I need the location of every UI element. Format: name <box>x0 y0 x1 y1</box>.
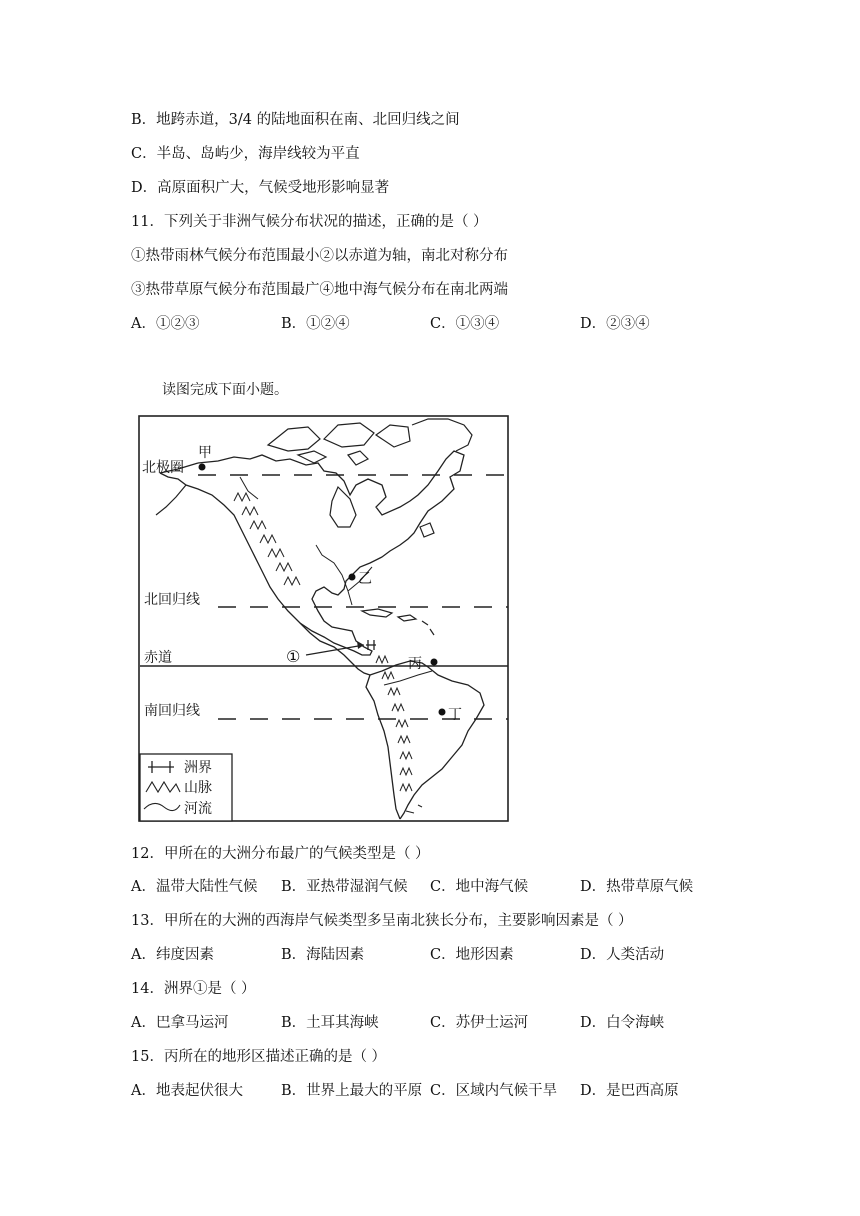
question-12-option-d: D．热带草原气候 <box>580 879 694 895</box>
question-15-stem: 15．丙所在的地形区描述正确的是（ ） <box>131 1049 387 1065</box>
tropic-of-cancer-label: 北回归线 <box>144 592 200 608</box>
question-12-stem: 12．甲所在的大洲分布最广的气候类型是（ ） <box>131 846 430 862</box>
question-11-statement-2: ③热带草原气候分布范围最广④地中海气候分布在南北两端 <box>131 282 508 298</box>
legend-mountain-label: 山脉 <box>184 780 212 796</box>
point-bing-label: 丙 <box>408 656 422 672</box>
option-b-prev: B．地跨赤道，3/4 的陆地面积在南、北回归线之间 <box>131 112 460 128</box>
question-12-option-c: C．地中海气候 <box>430 879 529 895</box>
americas-map <box>138 415 510 823</box>
question-14-option-a: A．巴拿马运河 <box>131 1015 229 1031</box>
question-13-stem: 13．甲所在的大洲的西海岸气候类型多呈南北狭长分布，主要影响因素是（ ） <box>131 913 633 929</box>
question-12-option-b: B．亚热带湿润气候 <box>281 879 408 895</box>
point-bing <box>431 659 438 666</box>
question-11-option-d: D．②③④ <box>580 316 650 332</box>
equator-label: 赤道 <box>144 650 172 666</box>
boundary-marker-label: ① <box>286 647 301 666</box>
arctic-circle-label: 北极圈 <box>142 460 184 476</box>
question-11-option-a: A．①②③ <box>131 316 200 332</box>
question-11-option-b: B．①②④ <box>281 316 350 332</box>
question-15-option-d: D．是巴西高原 <box>580 1083 679 1099</box>
question-11-statement-1: ①热带雨林气候分布范围最小②以赤道为轴，南北对称分布 <box>131 248 508 264</box>
question-15-option-c: C．区域内气候干旱 <box>430 1083 558 1099</box>
tropic-of-capricorn-label: 南回归线 <box>144 703 200 719</box>
point-ding <box>439 709 446 716</box>
question-11-stem: 11．下列关于非洲气候分布状况的描述，正确的是（ ） <box>131 214 488 230</box>
option-c-prev: C．半岛、岛屿少，海岸线较为平直 <box>131 146 360 162</box>
question-14-stem: 14．洲界①是（ ） <box>131 981 256 997</box>
point-jia-label: 甲 <box>198 445 212 461</box>
point-yi <box>349 574 356 581</box>
question-12-option-a: A．温带大陆性气候 <box>131 879 258 895</box>
question-13-option-a: A．纬度因素 <box>131 947 214 963</box>
question-15-option-a: A．地表起伏很大 <box>131 1083 243 1099</box>
point-jia <box>199 464 206 471</box>
question-13-option-c: C．地形因素 <box>430 947 514 963</box>
map-intro: 读图完成下面小题。 <box>162 382 288 398</box>
question-14-option-b: B．土耳其海峡 <box>281 1015 379 1031</box>
question-13-option-b: B．海陆因素 <box>281 947 365 963</box>
option-d-prev: D．高原面积广大，气候受地形影响显著 <box>131 180 390 196</box>
legend-river-label: 河流 <box>184 801 212 817</box>
legend-boundary-label: 洲界 <box>184 760 212 776</box>
point-yi-label: 乙 <box>358 571 372 587</box>
question-13-option-d: D．人类活动 <box>580 947 665 963</box>
point-ding-label: 丁 <box>448 707 462 723</box>
question-14-option-d: D．白令海峡 <box>580 1015 665 1031</box>
question-11-option-c: C．①③④ <box>430 316 500 332</box>
question-15-option-b: B．世界上最大的平原 <box>281 1083 423 1099</box>
question-14-option-c: C．苏伊士运河 <box>430 1015 529 1031</box>
